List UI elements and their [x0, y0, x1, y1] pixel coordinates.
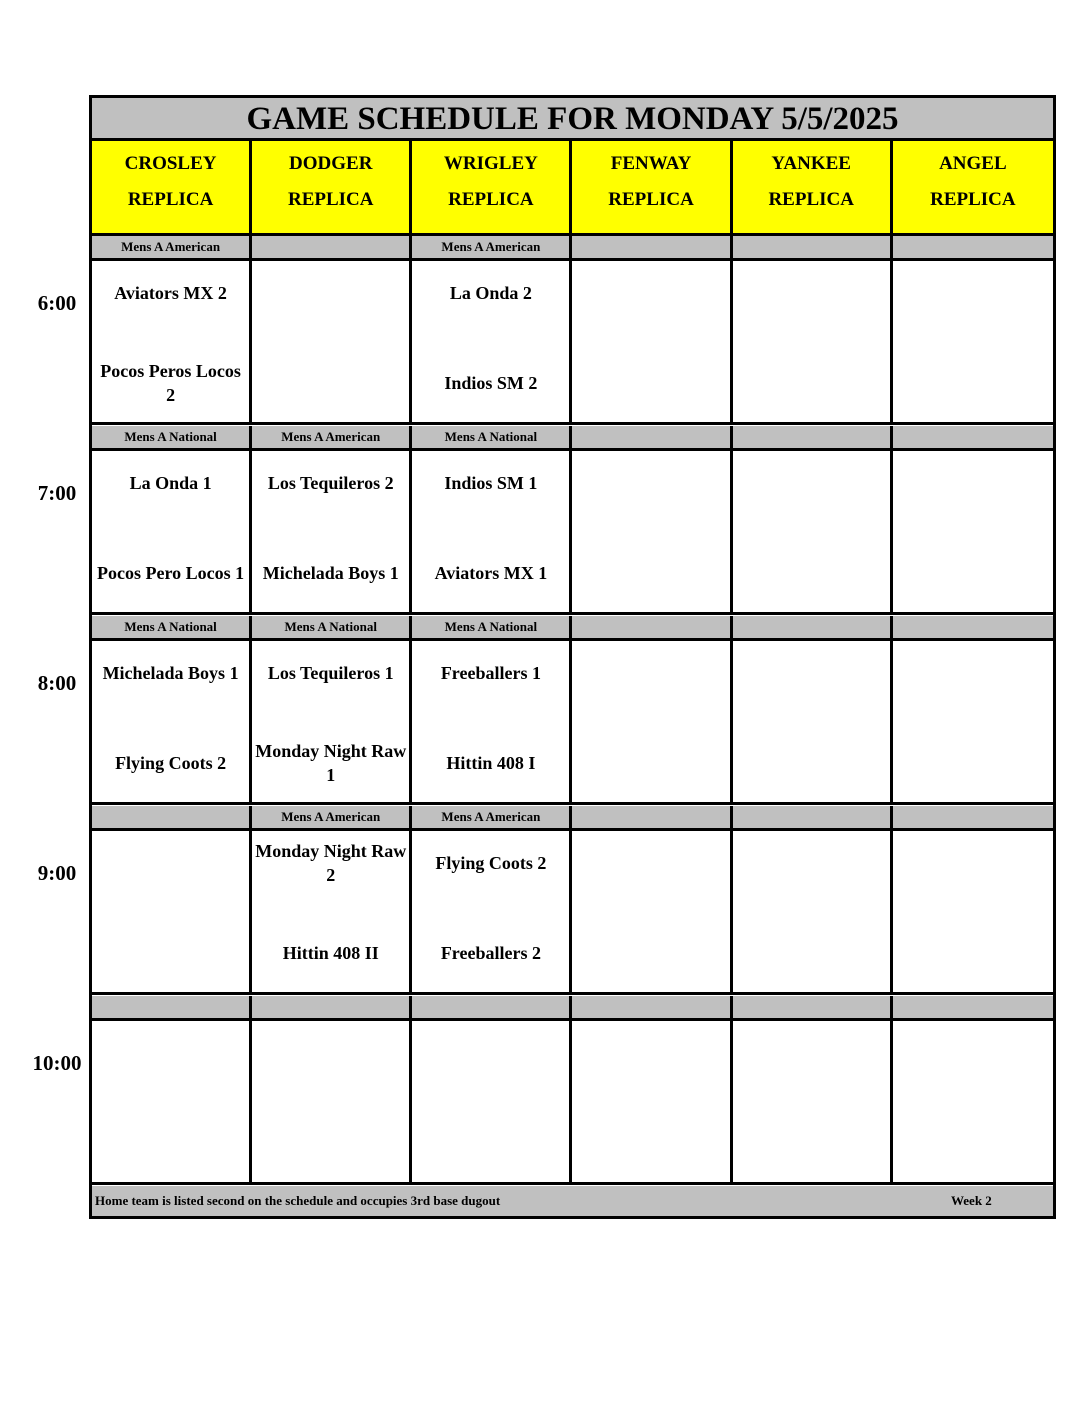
division-label: [893, 236, 1053, 258]
division-label: [733, 426, 893, 448]
division-label: [572, 806, 732, 828]
game-cell: [893, 831, 1053, 992]
game-cell: [252, 641, 412, 802]
away-team: Aviators MX 2: [114, 283, 227, 303]
game-row: [92, 1021, 1053, 1185]
division-label: [92, 806, 252, 828]
field-header-angel: [893, 141, 1053, 233]
game-cell: [252, 1021, 412, 1182]
field-name: CROSLEY: [124, 153, 217, 174]
game-cell: [893, 451, 1053, 612]
game-cell: [92, 261, 252, 422]
division-label: Mens A National: [92, 616, 252, 638]
division-label: Mens A American: [92, 236, 252, 258]
game-cell: [572, 1021, 732, 1182]
time-label: 6:00: [37, 291, 77, 315]
game-cell: [893, 1021, 1053, 1182]
home-team: Hittin 408 I: [446, 753, 536, 773]
page-title: GAME SCHEDULE FOR MONDAY 5/5/2025: [92, 98, 1053, 141]
field-sub: REPLICA: [287, 189, 374, 210]
division-label: [733, 996, 893, 1018]
game-cell: [733, 641, 893, 802]
division-label: Mens A National: [92, 426, 252, 448]
away-team: Los Tequileros 1: [267, 663, 394, 683]
field-sub: REPLICA: [608, 189, 694, 210]
division-label: [893, 426, 1053, 448]
footer-note: Home team is listed second on the schedule and occupies 3rd base dugout: [95, 1193, 501, 1208]
field-name: FENWAY: [610, 153, 692, 174]
game-cell: [572, 641, 732, 802]
game-row: [92, 451, 1053, 615]
away-team: Los Tequileros 2: [267, 473, 394, 493]
away-team: Freeballers 1: [440, 663, 541, 683]
game-cell: [572, 451, 732, 612]
game-cell: [412, 261, 572, 422]
game-cell: [252, 451, 412, 612]
home-team: Monday Night Raw 1: [255, 741, 407, 785]
field-sub: REPLICA: [127, 189, 214, 210]
division-label: [572, 236, 732, 258]
field-sub: REPLICA: [768, 189, 854, 210]
field-header-wrigley: [412, 141, 572, 233]
home-team: Aviators MX 1: [434, 563, 548, 583]
home-team: Pocos Peros Locos 2: [100, 361, 241, 405]
game-cell: [92, 641, 252, 802]
division-label: [412, 996, 572, 1018]
home-team: Indios SM 2: [444, 373, 538, 393]
division-label: Mens A American: [412, 806, 572, 828]
division-label: [572, 426, 732, 448]
game-cell: [733, 451, 893, 612]
division-row: [92, 426, 1053, 451]
division-label: [92, 996, 252, 1018]
game-cell: [572, 261, 732, 422]
game-cell: [252, 261, 412, 422]
game-cell: [893, 261, 1053, 422]
away-team: La Onda 2: [449, 283, 532, 303]
footer-bar: [92, 1186, 1053, 1216]
division-label: [893, 996, 1053, 1018]
field-header-dodger: [252, 141, 412, 233]
division-label: Mens A National: [412, 426, 572, 448]
field-name: WRIGLEY: [443, 153, 538, 174]
division-label: Mens A American: [252, 806, 412, 828]
field-name: DODGER: [289, 153, 373, 174]
game-cell: [252, 831, 412, 992]
division-label: [893, 616, 1053, 638]
away-team: Indios SM 1: [444, 473, 538, 493]
home-team: Flying Coots 2: [115, 753, 227, 773]
game-cell: [412, 451, 572, 612]
field-header-fenway: [572, 141, 732, 233]
division-row: [92, 616, 1053, 641]
game-cell: [733, 261, 893, 422]
division-label: Mens A American: [252, 426, 412, 448]
division-label: [733, 806, 893, 828]
game-cell: [733, 1021, 893, 1182]
division-label: Mens A National: [252, 616, 412, 638]
game-cell: [893, 641, 1053, 802]
home-team: Michelada Boys 1: [262, 563, 399, 583]
field-header-crosley: [92, 141, 252, 233]
home-team: Hittin 408 II: [282, 943, 379, 963]
field-header-row: [92, 141, 1053, 236]
home-team: Freeballers 2: [440, 943, 541, 963]
game-row: [92, 261, 1053, 425]
division-label: [572, 996, 732, 1018]
time-label: 7:00: [37, 481, 77, 505]
away-team: La Onda 1: [129, 473, 212, 493]
game-cell: [412, 1021, 572, 1182]
division-label: [252, 236, 412, 258]
field-name: YANKEE: [771, 153, 851, 174]
game-cell: [572, 831, 732, 992]
field-sub: REPLICA: [930, 189, 1016, 210]
game-cell: [412, 831, 572, 992]
game-cell: [92, 831, 252, 992]
game-row: [92, 641, 1053, 805]
away-team: Michelada Boys 1: [102, 663, 239, 683]
time-label: 10:00: [32, 1051, 82, 1075]
time-label: 8:00: [37, 671, 77, 695]
away-team: Flying Coots 2: [435, 853, 547, 873]
division-label: [252, 996, 412, 1018]
division-label: [733, 236, 893, 258]
field-name: ANGEL: [939, 153, 1007, 174]
division-label: Mens A National: [412, 616, 572, 638]
game-cell: [412, 641, 572, 802]
division-label: [893, 806, 1053, 828]
division-row: [92, 806, 1053, 831]
game-cell: [733, 831, 893, 992]
field-header-yankee: [733, 141, 893, 233]
division-row: [92, 996, 1053, 1021]
game-cell: [92, 1021, 252, 1182]
division-label: [733, 616, 893, 638]
division-row: [92, 236, 1053, 261]
division-label: [572, 616, 732, 638]
schedule-table: [89, 95, 1056, 1219]
away-team: Monday Night Raw 2: [255, 841, 407, 885]
week-label: Week 2: [951, 1193, 992, 1208]
division-label: Mens A American: [412, 236, 572, 258]
game-cell: [92, 451, 252, 612]
home-team: Pocos Pero Locos 1: [97, 563, 245, 583]
game-row: [92, 831, 1053, 995]
field-sub: REPLICA: [448, 189, 534, 210]
time-label: 9:00: [37, 861, 77, 885]
